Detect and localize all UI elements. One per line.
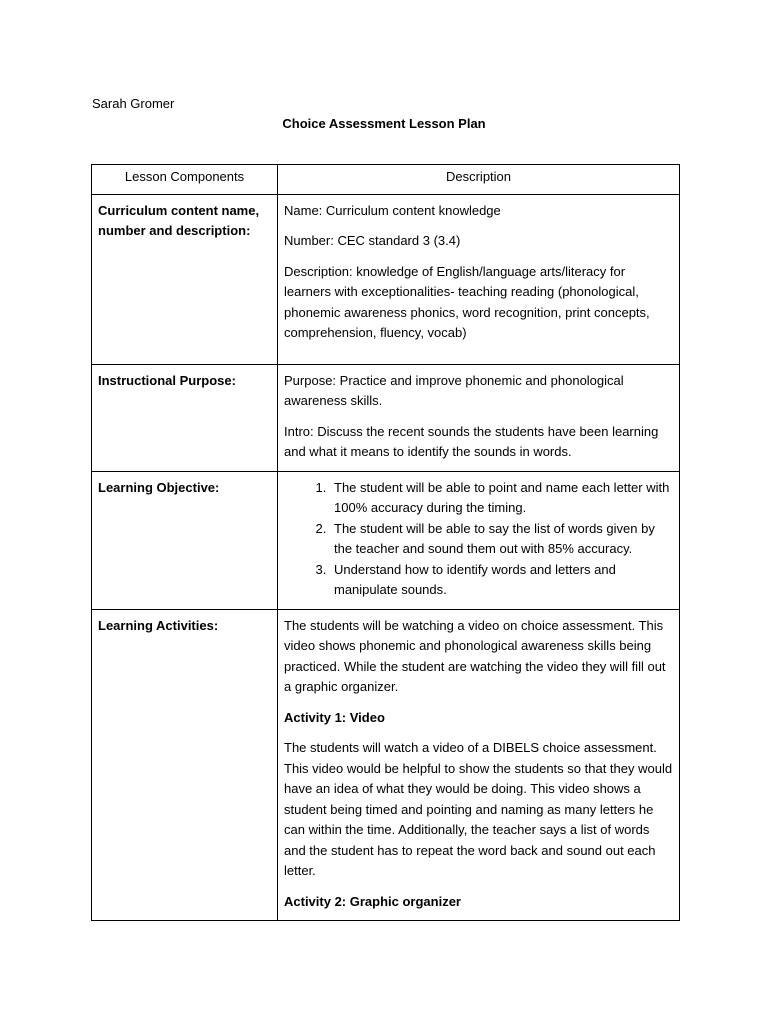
header-description: Description <box>278 165 680 195</box>
list-item: 2. The student will be able to say the list of words given by the teacher and sound them out with 85% accuracy. <box>330 519 673 560</box>
objective-label: Learning Objective: <box>92 471 278 609</box>
curriculum-label: Curriculum content name, number and description: <box>92 194 278 364</box>
list-item: 3. Understand how to identify words and letters and manipulate sounds. <box>330 560 673 601</box>
activities-label: Learning Activities: <box>92 609 278 921</box>
author-name: Sarah Gromer <box>92 96 175 111</box>
curriculum-name: Name: Curriculum content knowledge <box>284 202 501 218</box>
table-row-objective <box>92 471 680 609</box>
table-header-row <box>92 165 680 195</box>
activity1-text: The students will watch a video of a DIBELS choice assessment. This video would be helpful to show the students so that they would have an idea of what they would be doing. This video shows a student being timed and pointing and naming as many letters he can within the time. Additionally, the teacher says a list of words and the student has to repeat the word back and sound out each letter. <box>284 740 673 878</box>
intro-text: Intro: Discuss the recent sounds the students have been learning and what it means to identify the sounds in words. <box>284 423 659 459</box>
activity2-title: Activity 2: Graphic organizer <box>284 893 461 909</box>
curriculum-description-cell <box>278 194 680 364</box>
objective-description-cell <box>278 471 680 609</box>
curriculum-number: Number: CEC standard 3 (3.4) <box>284 233 461 248</box>
purpose-description-cell <box>278 364 680 471</box>
table-row-activities <box>92 609 680 921</box>
table-row-purpose <box>92 364 680 471</box>
list-item: 1. The student will be able to point and name each letter with 100% accuracy during the timing. <box>330 478 673 519</box>
curriculum-description: Description: knowledge of English/language arts/literacy for learners with exceptionalities- teaching reading (phonological, phonemic awareness phonics, word recognition, print concepts, comprehension, fluency, vocab) <box>284 263 650 340</box>
document-title: Choice Assessment Lesson Plan <box>282 116 486 131</box>
table-row-curriculum <box>92 194 680 364</box>
activities-intro: The students will be watching a video on choice assessment. This video shows phonemic and phonological awareness skills being practiced. While the student are watching the video they will fill out a graphic organizer. <box>284 617 666 694</box>
purpose-text: Purpose: Practice and improve phonemic and phonological awareness skills. <box>284 372 624 408</box>
activity1-title: Activity 1: Video <box>284 709 385 725</box>
purpose-label: Instructional Purpose: <box>92 364 278 471</box>
lesson-plan-table <box>91 164 680 921</box>
objective-list <box>284 478 673 601</box>
activities-description-cell <box>278 609 680 921</box>
header-lesson-components: Lesson Components <box>92 165 278 195</box>
